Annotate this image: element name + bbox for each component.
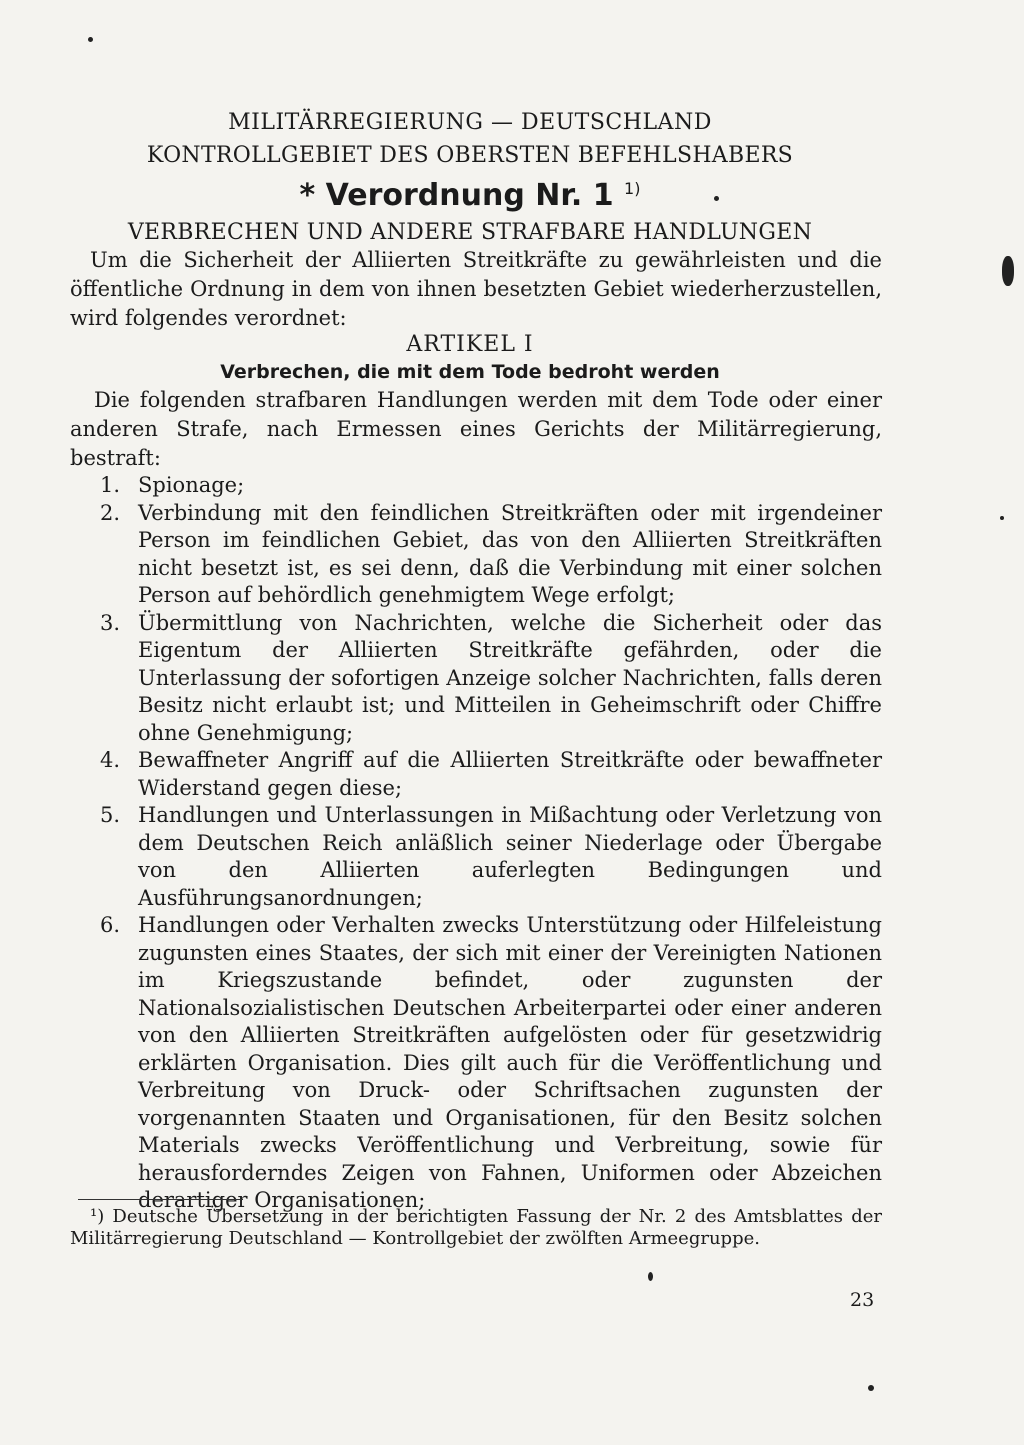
list-item-number: 3. <box>100 610 121 635</box>
title-text: * Verordnung Nr. 1 <box>299 178 614 213</box>
list-item-text: Übermittlung von Nachrichten, welche die Sicherheit oder das Eigentum der Alliierten Streitkräfte gefährden, oder die Unterlassung der sofortigen Anzeige solcher Nachrichten, falls deren Besitz nicht erlaubt ist; und Mitteilen in Geheimschrift oder Chiffre ohne Genehmigung; <box>138 610 882 745</box>
list-item-number: 2. <box>100 500 121 525</box>
article-lead-paragraph: Die folgenden strafbaren Handlungen werden mit dem Tode oder einer anderen Strafe, nach Ermessen eines Gerichts der Militärregierung, bestraft: <box>70 388 882 470</box>
offense-list <box>70 472 882 1215</box>
list-item <box>70 802 882 912</box>
intro-paragraph: Um die Sicherheit der Alliierten Streitkräfte zu gewährleisten und die öffentliche Ordnung in dem von ihnen besetzten Gebiet wiederherzustellen, wird folgendes verordnet: <box>70 248 882 330</box>
list-item-text: Bewaffneter Angriff auf die Alliierten Streitkräfte oder bewaffneter Widerstand gegen diese; <box>138 748 882 800</box>
article-label: ARTIKEL I <box>406 332 534 357</box>
scan-speck <box>868 1385 874 1391</box>
footnote-divider <box>78 1199 243 1200</box>
document-title <box>0 178 940 213</box>
list-item-text: Handlungen oder Verhalten zwecks Unterstützung oder Hilfeleistung zugunsten eines Staates, der sich mit einer der Vereinigten Nationen im Kriegszustande befindet, oder zugunsten der Nationalsozialistischen Deutschen Arbeiterpartei oder einer anderen von den Alliierten Streitkräften aufgelösten oder für gesetzwidrig erklärten Organisation. Dies gilt auch für die Veröffentlichung und Verbreitung von Druck- oder Schriftsachen zugunsten der vorgenannten Staaten und Organisationen, für den Besitz solchen Materials zwecks Veröffentlichung und Verbreitung, sowie für herausforderndes Zeigen von Fahnen, Uniformen oder Abzeichen derartiger Organisationen; <box>138 913 882 1212</box>
footnote: ¹) Deutsche Übersetzung in der berichtigten Fassung der Nr. 2 des Amtsblattes der Militärregierung Deutschland — Kontrollgebiet der zwölften Armeegruppe. <box>70 1206 882 1249</box>
scan-speck <box>648 1272 653 1281</box>
list-item <box>70 912 882 1215</box>
header-line-1: MILITÄRREGIERUNG — DEUTSCHLAND <box>228 110 712 135</box>
list-item-text: Spionage; <box>138 473 245 497</box>
list-item-number: 4. <box>100 748 121 772</box>
list-item-text: Verbindung mit den feindlichen Streitkräften oder mit irgendeiner Person im feindlichen Gebiet, das von den Alliierten Streitkräften nicht besetzt ist, es sei denn, daß die Verbindung mit einer solchen Person auf behördlich genehmigtem Wege erfolgt; <box>138 500 882 607</box>
scan-speck <box>1000 516 1004 520</box>
list-item-number: 1. <box>100 473 121 497</box>
document-subtitle: VERBRECHEN UND ANDERE STRAFBARE HANDLUNGEN <box>127 220 813 245</box>
header-line-2: KONTROLLGEBIET DES OBERSTEN BEFEHLSHABERS <box>146 143 794 168</box>
scan-speck <box>88 37 93 42</box>
list-item <box>70 747 882 802</box>
list-item <box>70 610 882 748</box>
list-item-text: Handlungen und Unterlassungen in Mißachtung oder Verletzung von dem Deutschen Reich anläßlich seiner Niederlage oder Übergabe von den Alliierten auferlegten Bedingungen und Ausführungsanordnungen; <box>138 803 882 910</box>
list-item-number: 5. <box>100 803 121 827</box>
list-item-number: 6. <box>100 913 121 937</box>
page-number: 23 <box>850 1289 875 1311</box>
scan-speck <box>1002 256 1014 286</box>
title-footnote-ref: 1) <box>624 179 641 198</box>
article-heading: Verbrechen, die mit dem Tode bedroht werden <box>220 361 720 383</box>
scan-speck <box>714 196 719 201</box>
list-item <box>70 500 882 610</box>
list-item <box>70 472 882 500</box>
